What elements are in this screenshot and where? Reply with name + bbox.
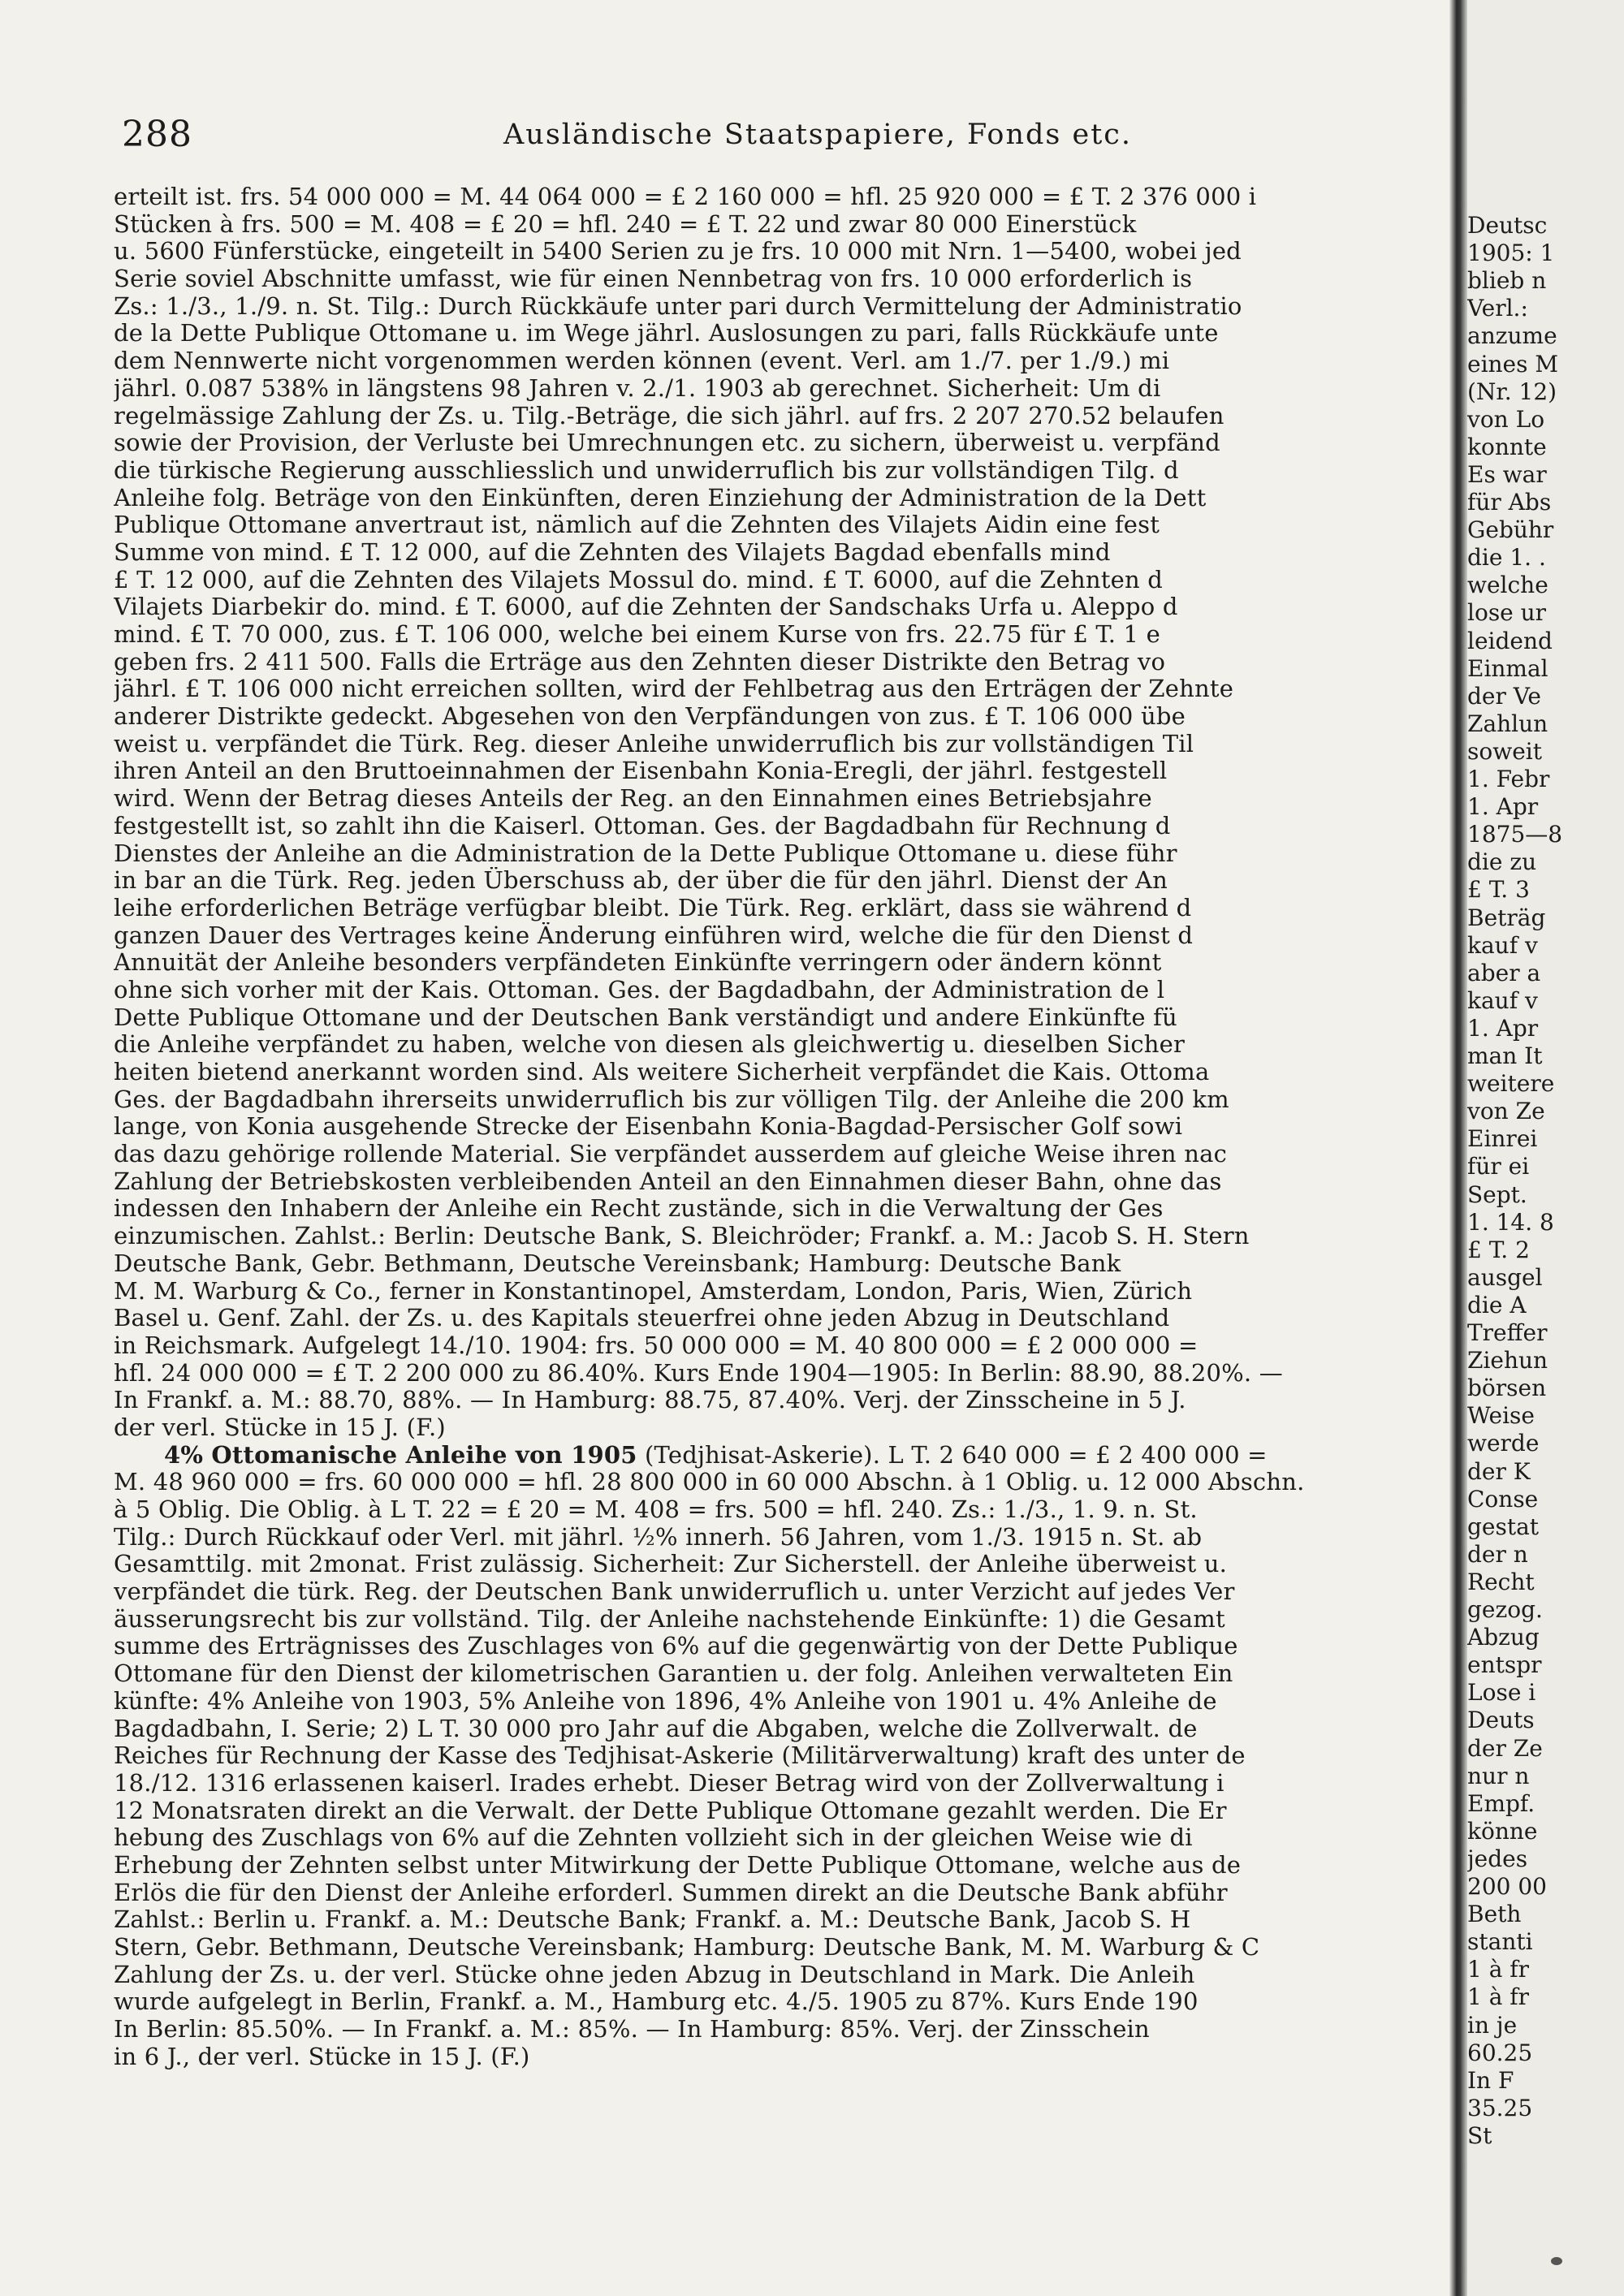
text-line: Vilajets Diarbekir do. mind. £ T. 6000, auf die Zehnten der Sandschaks Urfa u. Aleppo d (114, 593, 1178, 621)
text-line: mind. £ T. 70 000, zus. £ T. 106 000, welche bei einem Kurse von frs. 22.75 für £ T. 1 e (114, 621, 1160, 648)
text-line: Serie soviel Abschnitte umfasst, wie für einen Nennbetrag von frs. 10 000 erforderlich is (114, 265, 1193, 293)
section-text-line: äusserungsrecht bis zur vollständ. Tilg. der Anleihe nachstehende Einkünfte: 1) die Gesamt (114, 1605, 1225, 1633)
text-line: Zahlung der Betriebskosten verbleibenden Anteil an den Einnahmen dieser Bahn, ohne das (114, 1167, 1222, 1195)
facing-line: der n (1467, 1540, 1528, 1568)
text-line: £ T. 12 000, auf die Zehnten des Vilajets Mossul do. mind. £ T. 6000, auf die Zehnten d (114, 566, 1164, 593)
text-line: Dienstes der Anleihe an die Administration de la Dette Publique Ottomane u. diese führ (114, 839, 1177, 867)
text-line: erteilt ist. frs. 54 000 000 = M. 44 064 000 = £ 2 160 000 = hfl. 25 920 000 = £ T. 2 376 000 i (114, 183, 1257, 210)
text-line: einzumischen. Zahlst.: Berlin: Deutsche Bank, S. Bleichröder; Frankf. a. M.: Jacob S. H. Stern (114, 1223, 1250, 1250)
facing-line: anzume (1467, 322, 1557, 350)
facing-line: 1. 14. 8 (1467, 1208, 1554, 1236)
facing-line: nur n (1467, 1762, 1530, 1789)
facing-line: Conse (1467, 1485, 1539, 1513)
text-line: Dette Publique Ottomane und der Deutschen Bank verständigt und andere Einkünfte fü (114, 1003, 1177, 1031)
facing-line: für Abs (1467, 489, 1552, 516)
facing-line: Gebühr (1467, 516, 1554, 544)
facing-line: Zahlun (1467, 710, 1548, 737)
facing-line: stanti (1467, 1928, 1533, 1956)
book-gutter (1449, 0, 1467, 2296)
facing-line: 1 à fr (1467, 1983, 1530, 2011)
text-line: geben frs. 2 411 500. Falls die Erträge aus den Zehnten dieser Distrikte den Betrag vo (114, 648, 1166, 675)
text-line: die türkische Regierung ausschliesslich und unwiderruflich bis zur vollständigen Tilg. d (114, 456, 1179, 484)
text-line: lange, von Konia ausgehende Strecke der Eisenbahn Konia-Bagdad-Persischer Golf sowi (114, 1113, 1183, 1141)
text-line: u. 5600 Fünferstücke, eingeteilt in 5400 Serien zu je frs. 10 000 mit Nrn. 1—5400, wobei jed (114, 238, 1242, 265)
text-line: M. M. Warburg & Co., ferner in Konstantinopel, Amsterdam, London, Paris, Wien, Zürich (114, 1277, 1193, 1305)
facing-page-fragment (1467, 0, 1624, 2296)
facing-line: Sept. (1467, 1180, 1527, 1208)
facing-line: £ T. 3 (1467, 876, 1530, 904)
facing-line: Deuts (1467, 1707, 1535, 1734)
section-text-line: Erlös die für den Dienst der Anleihe erforderl. Summen direkt an die Deutsche Bank abführ (114, 1879, 1228, 1906)
facing-line: von Lo (1467, 405, 1545, 433)
text-line: Zs.: 1./3., 1./9. n. St. Tilg.: Durch Rückkäufe unter pari durch Vermittelung der Administratio (114, 292, 1242, 320)
facing-line: Lose i (1467, 1679, 1536, 1707)
facing-line: eines M (1467, 350, 1559, 378)
section-text-line: Reiches für Rechnung der Kasse des Tedjhisat-Askerie (Militärverwaltung) kraft des unter de (114, 1742, 1246, 1770)
section-title-rest: (Tedjhisat-Askerie). L T. 2 640 000 = £ 2 400 000 = (637, 1441, 1268, 1469)
text-line: Ges. der Bagdadbahn ihrerseits unwiderruflich bis zur völligen Tilg. der Anleihe die 200 km (114, 1085, 1229, 1113)
facing-line: 1. Apr (1467, 793, 1539, 821)
facing-line: aber a (1467, 959, 1541, 986)
text-line: Annuität der Anleihe besonders verpfändeten Einkünfte verringern oder ändern könnt (114, 949, 1162, 977)
section-title: 4% Ottomanische Anleihe von 1905 (164, 1441, 637, 1469)
facing-line: Deutsc (1467, 212, 1548, 239)
page-number: 288 (122, 114, 192, 155)
ink-smudge (1551, 2257, 1562, 2265)
text-line: hfl. 24 000 000 = £ T. 2 200 000 zu 86.40%. Kurs Ende 1904—1905: In Berlin: 88.90, 88.20%. — (114, 1359, 1283, 1387)
text-line: ihren Anteil an den Bruttoeinnahmen der Eisenbahn Konia-Eregli, der jährl. festgestell (114, 757, 1168, 785)
facing-line: werde (1467, 1430, 1540, 1457)
text-line: Anleihe folg. Beträge von den Einkünften, deren Einziehung der Administration de la Dett (114, 484, 1207, 511)
text-line: Basel u. Genf. Zahl. der Zs. u. des Kapitals steuerfrei ohne jeden Abzug in Deutschland (114, 1305, 1170, 1332)
facing-line: soweit (1467, 737, 1542, 765)
section-text-line: summe des Erträgnisses des Zuschlages von 6% auf die gegenwärtig von der Dette Publique (114, 1633, 1238, 1660)
text-line: regelmässige Zahlung der Zs. u. Tilg.-Beträge, die sich jährl. auf frs. 2 207 270.52 belaufen (114, 402, 1224, 429)
facing-line: Beträg (1467, 904, 1546, 931)
facing-line: für ei (1467, 1153, 1530, 1180)
section-heading-line (114, 1442, 1449, 1470)
facing-line: Empf. (1467, 1789, 1535, 1817)
facing-line: Weise (1467, 1402, 1535, 1430)
text-line: sowie der Provision, der Verluste bei Umrechnungen etc. zu sichern, überweist u. verpfänd (114, 429, 1220, 457)
section-text-line: 18./12. 1316 erlassenen kaiserl. Irades erhebt. Dieser Betrag wird von der Zollverwaltung i (114, 1769, 1224, 1797)
section-text-line: hebung des Zuschlags von 6% auf die Zehnten vollzieht sich in der gleichen Weise wie di (114, 1824, 1193, 1852)
facing-line: kauf v (1467, 986, 1538, 1014)
section-text-line: Bagdadbahn, I. Serie; 2) L T. 30 000 pro Jahr auf die Abgaben, welche die Zollverwalt. de (114, 1715, 1198, 1742)
facing-line: von Ze (1467, 1098, 1545, 1125)
facing-line: könne (1467, 1817, 1538, 1845)
facing-line: Beth (1467, 1901, 1522, 1928)
section-text-line: Erhebung der Zehnten selbst unter Mitwirkung der Dette Publique Ottomane, welche aus de (114, 1851, 1242, 1879)
facing-line: Ziehun (1467, 1347, 1548, 1375)
text-line: heiten bietend anerkannt worden sind. Als weitere Sicherheit verpfändet die Kais. Ottoma (114, 1059, 1210, 1085)
facing-line: Recht (1467, 1568, 1535, 1595)
facing-line: börsen (1467, 1375, 1547, 1402)
facing-line: leidend (1467, 627, 1553, 654)
facing-line: entspr (1467, 1651, 1542, 1679)
facing-line: Einmal (1467, 654, 1548, 682)
facing-line: Einrei (1467, 1125, 1538, 1153)
facing-line: blieb n (1467, 267, 1547, 295)
facing-line: in je (1467, 2011, 1518, 2039)
facing-line: In F (1467, 2066, 1514, 2094)
section-text-line: wurde aufgelegt in Berlin, Frankf. a. M., Hamburg etc. 4./5. 1905 zu 87%. Kurs Ende 190 (114, 1988, 1199, 2016)
section-text-line: in 6 J., der verl. Stücke in 15 J. (F.) (114, 2043, 530, 2070)
facing-line: 1. Febr (1467, 766, 1550, 792)
text-line: in Reichsmark. Aufgelegt 14./10. 1904: frs. 50 000 000 = M. 40 800 000 = £ 2 000 000 = (114, 1331, 1199, 1359)
text-line: Deutsche Bank, Gebr. Bethmann, Deutsche Vereinsbank; Hamburg: Deutsche Bank (114, 1249, 1121, 1277)
text-line: ganzen Dauer des Vertrages keine Änderung einführen wird, welche die für den Dienst d (114, 921, 1194, 949)
section-text-line: 12 Monatsraten direkt an die Verwalt. der Dette Publique Ottomane gezahlt werden. Die Er (114, 1797, 1227, 1824)
text-line: Publique Ottomane anvertraut ist, nämlich auf die Zehnten des Vilajets Aidin eine fest (114, 511, 1160, 539)
section-text-line: verpfändet die türk. Reg. der Deutschen Bank unwiderruflich u. unter Verzicht auf jedes Ver (114, 1578, 1235, 1606)
facing-line: 1905: 1 (1467, 240, 1555, 267)
facing-line: konnte (1467, 433, 1547, 460)
text-line: ohne sich vorher mit der Kais. Ottoman. Ges. der Bagdadbahn, der Administration de l (114, 976, 1165, 1003)
text-line: jährl. 0.087 538% in längstens 98 Jahren v. 2./1. 1903 ab gerechnet. Sicherheit: Um di (114, 374, 1161, 402)
facing-line: (Nr. 12) (1467, 378, 1557, 405)
section-text-line: à 5 Oblig. Die Oblig. à L T. 22 = £ 20 = M. 408 = frs. 500 = hfl. 240. Zs.: 1./3., 1. 9. n. St. (114, 1496, 1198, 1523)
facing-line: 1875—8 (1467, 821, 1563, 848)
facing-line: die zu (1467, 848, 1537, 876)
text-line: das dazu gehörige rollende Material. Sie verpfändet ausserdem auf gleiche Weise ihren nac (114, 1141, 1228, 1168)
section-text-line: Gesamttilg. mit 2monat. Frist zulässig. Sicherheit: Zur Sicherstell. der Anleihe überweist u. (114, 1551, 1228, 1578)
facing-line: 1 à fr (1467, 1956, 1530, 1983)
facing-line: der Ze (1467, 1734, 1543, 1762)
facing-line: der K (1467, 1457, 1531, 1485)
facing-line: weitere (1467, 1070, 1555, 1098)
facing-line: welche (1467, 572, 1548, 599)
facing-line: St (1467, 2121, 1492, 2149)
text-line: anderer Distrikte gedeckt. Abgesehen von den Verpfändungen von zus. £ T. 106 000 übe (114, 703, 1186, 731)
facing-line: Es war (1467, 460, 1547, 488)
text-line: dem Nennwerte nicht vorgenommen werden können (event. Verl. am 1./7. per 1./9.) mi (114, 347, 1170, 375)
text-line: indessen den Inhabern der Anleihe ein Recht zustände, sich in die Verwaltung der Ges (114, 1195, 1164, 1223)
facing-line: kauf v (1467, 931, 1538, 959)
section-text-line: Ottomane für den Dienst der kilometrischen Garantien u. der folg. Anleihen verwalteten Ein (114, 1660, 1233, 1688)
facing-line: die A (1467, 1291, 1527, 1318)
facing-line: lose ur (1467, 599, 1547, 627)
section-text-line: Zahlst.: Berlin u. Frankf. a. M.: Deutsche Bank; Frankf. a. M.: Deutsche Bank, Jacob S. H (114, 1906, 1191, 1934)
facing-line: gezog. (1467, 1596, 1543, 1623)
text-line: wird. Wenn der Betrag dieses Anteils der Reg. an den Einnahmen eines Betriebsjahre (114, 785, 1152, 813)
section-text-line: künfte: 4% Anleihe von 1903, 5% Anleihe von 1896, 4% Anleihe von 1901 u. 4% Anleihe de (114, 1687, 1217, 1715)
section-text-line: Zahlung der Zs. u. der verl. Stücke ohne jeden Abzug in Deutschland in Mark. Die Anleih (114, 1961, 1195, 1988)
text-line: in bar an die Türk. Reg. jeden Überschuss ab, der über die für den jährl. Dienst der An (114, 867, 1168, 895)
text-line: weist u. verpfändet die Türk. Reg. dieser Anleihe unwiderruflich bis zur vollständigen Til (114, 730, 1194, 757)
facing-line: 1. Apr (1467, 1014, 1539, 1042)
section-text-line: In Berlin: 85.50%. — In Frankf. a. M.: 85%. — In Hamburg: 85%. Verj. der Zinsschein (114, 2016, 1150, 2044)
body-text (114, 183, 1449, 2070)
text-line: der verl. Stücke in 15 J. (F.) (114, 1413, 446, 1441)
text-line: leihe erforderlichen Beträge verfügbar bleibt. Die Türk. Reg. erklärt, dass sie während d (114, 894, 1192, 921)
facing-line: Verl.: (1467, 295, 1528, 322)
facing-line: 35.25 (1467, 2094, 1533, 2121)
section-text-line: Tilg.: Durch Rückkauf oder Verl. mit jährl. ½% innerh. 56 Jahren, vom 1./3. 1915 n. St. ab (114, 1523, 1203, 1551)
facing-line: Abzug (1467, 1624, 1540, 1651)
text-line: Stücken à frs. 500 = M. 408 = £ 20 = hfl. 240 = £ T. 22 und zwar 80 000 Einerstück (114, 210, 1137, 238)
facing-line: 200 00 (1467, 1873, 1547, 1900)
facing-line: jedes (1467, 1845, 1528, 1872)
facing-line: man It (1467, 1042, 1543, 1069)
facing-line: der Ve (1467, 682, 1541, 710)
text-line: festgestellt ist, so zahlt ihn die Kaiserl. Ottoman. Ges. der Bagdadbahn für Rechnung d (114, 812, 1171, 839)
section-text-line: M. 48 960 000 = frs. 60 000 000 = hfl. 28 800 000 in 60 000 Abschn. à 1 Oblig. u. 12 000 Abschn. (114, 1469, 1305, 1496)
text-line: de la Dette Publique Ottomane u. im Wege jährl. Auslosungen zu pari, falls Rückkäufe unte (114, 320, 1219, 347)
text-line: die Anleihe verpfändet zu haben, welche von diesen als gleichwertig u. dieselben Sicher (114, 1031, 1186, 1059)
facing-line: ausgel (1467, 1263, 1543, 1291)
section-text-line: Stern, Gebr. Bethmann, Deutsche Vereinsbank; Hamburg: Deutsche Bank, M. M. Warburg & C (114, 1934, 1260, 1961)
text-line: Summe von mind. £ T. 12 000, auf die Zehnten des Vilajets Bagdad ebenfalls mind (114, 538, 1111, 566)
facing-line: die 1. . (1467, 544, 1546, 572)
facing-line: 60.25 (1467, 2039, 1533, 2066)
running-head: Ausländische Staatspapiere, Fonds etc. (503, 119, 1132, 151)
page-header (122, 114, 1445, 162)
text-line: jährl. £ T. 106 000 nicht erreichen sollten, wird der Fehlbetrag aus den Erträgen der Zehnte (114, 675, 1234, 703)
text-line: In Frankf. a. M.: 88.70, 88%. — In Hamburg: 88.75, 87.40%. Verj. der Zinsscheine in 5 J. (114, 1387, 1186, 1414)
facing-line: gestat (1467, 1513, 1540, 1540)
facing-line: £ T. 2 (1467, 1236, 1530, 1263)
facing-line: Treffer (1467, 1319, 1548, 1346)
